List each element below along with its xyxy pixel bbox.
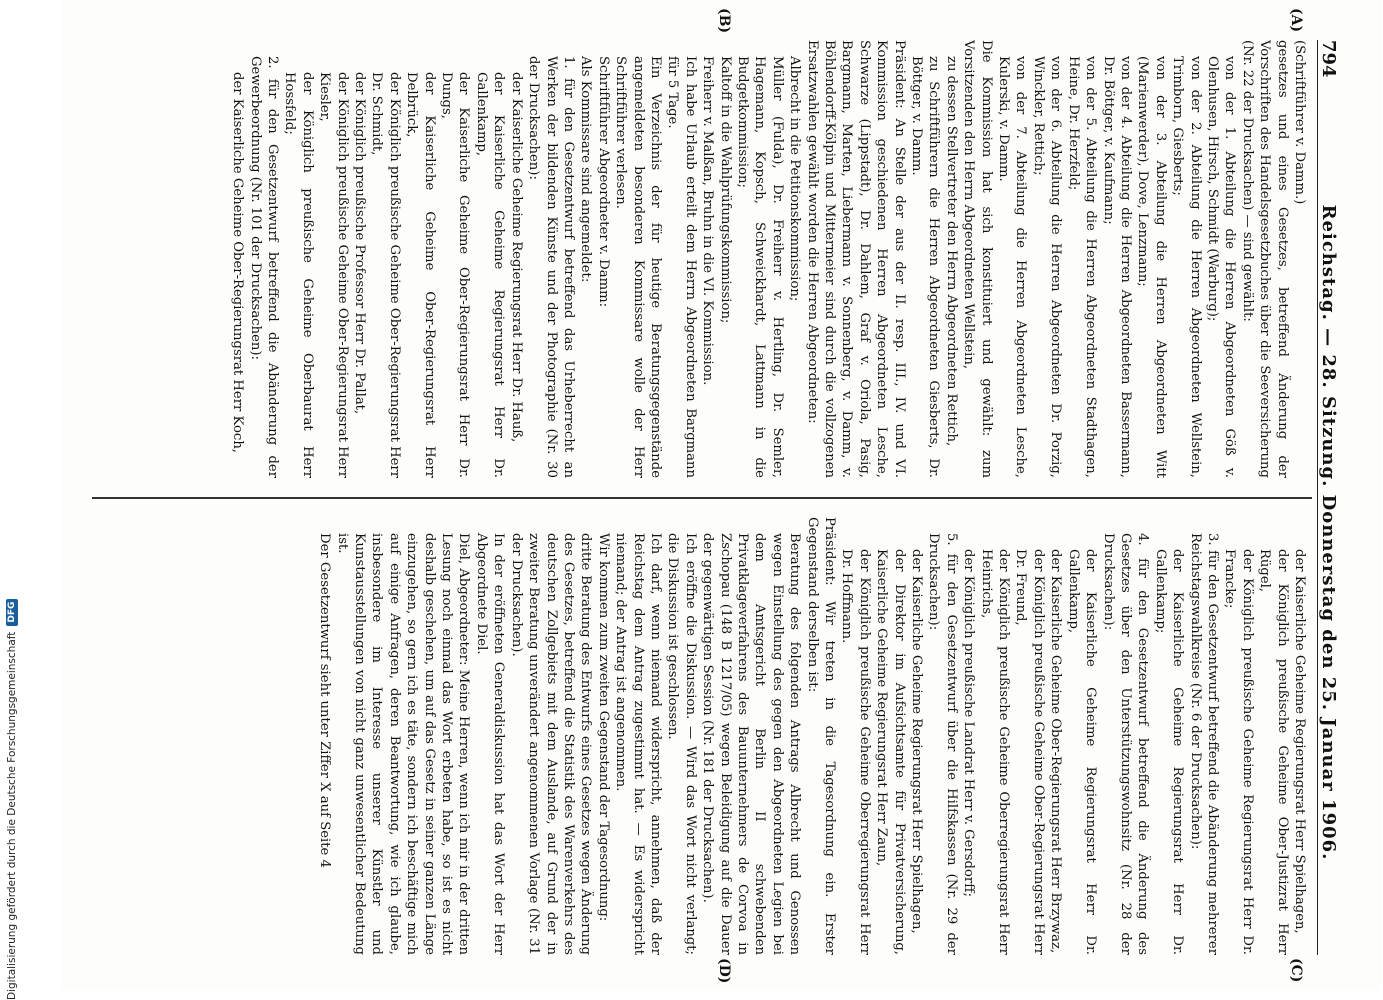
paragraph: der Kaiserliche Geheime Ober-Regierungsrat Herr Delbrück, bbox=[404, 72, 437, 478]
paragraph: Der Gesetzentwurf sieht unter Ziffer X auf Seite 4 bbox=[317, 533, 333, 868]
paragraph: dritte Beratung des Entwurfs eines Gesetzes wegen Änderung des Gesetzes, betreffend die Statistik des Warenverkehrs des deutschen Zollgebiets mit dem Auslande, auf Grund der in zweiter Beratung unverändert angenommenen Vorlage (Nr. 31 der Drucksachen). bbox=[508, 533, 594, 955]
left-column bbox=[229, 40, 1308, 478]
paragraph: Ich eröffne die Diskussion. — Wird das Wort nicht verlangt; die Diskussion ist geschlossen. bbox=[665, 533, 698, 955]
paragraph: Präsident: An Stelle der aus der II. resp. III., IV. und VI. Kommission geschiedenen Herren Abgeordneten Lesche, Schwarze (Lippstadt), Dr. Dahlem, Graf v. Oriola, Pasig, Bargmann, Marten, Liebermann v. Sonnenberg, v. Damm, v. Böhlendorff-Kölpin und Mittermeier sind durch die vollzogenen Ersatzwahlen gewählt worden die Herren Abgeordneten: bbox=[804, 40, 907, 478]
paragraph: Ich habe Urlaub erteilt dem Herrn Abgeordneten Bargmann für 5 Tage. bbox=[665, 56, 698, 478]
paragraph: der Königlich preußische Landrat Herr v. Gersdorff; bbox=[961, 549, 977, 898]
paragraph: gesetzes und eines Gesetzes, betreffend Änderung der Vorschriften des Handelsgesetzbuches über die Seeversicherung (Nr. 22 der Drucksachen) — sind gewählt: bbox=[1239, 40, 1290, 478]
paragraph: der Kaiserliche Geheime Ober-Regierungsrat Herr Koch, bbox=[230, 72, 246, 454]
paragraph: der Direktor im Aufsichtsamte für Privatversicherung, Kaiserliche Geheime Regierungsrat Herr Zaun, bbox=[874, 549, 907, 955]
paragraph: Die Kommission hat sich konstituiert und gewählt: zum Vorsitzenden den Herrn Abgeordneten Wellstein, bbox=[961, 40, 994, 478]
paragraph: der Königlich preußische Geheime Ober-Justizrat Herr Rügel, bbox=[1257, 549, 1290, 955]
margin-marker-b: (B) bbox=[716, 8, 732, 34]
margin-marker-a: (A) bbox=[1288, 8, 1304, 33]
paragraph: von der 7. Abteilung die Herren Abgeordneten Lesche, Kulerski, v. Damm. bbox=[996, 56, 1029, 478]
paragraph: zu dessen Stellvertreter den Herrn Abgeordneten Rettich, bbox=[943, 56, 959, 447]
paragraph: von der 6. Abteilung die Herren Abgeordneten Dr. Porzig, Winckler, Rettich; bbox=[1030, 56, 1064, 478]
paragraph: von der 4. Abteilung die Herren Abgeordneten Bassermann, Dr. Böttger, v. Kaufmann; bbox=[1100, 56, 1133, 478]
paragraph: von der 3. Abteilung die Herren Abgeordneten Witt (Marienwerder), Dove, Lenzmann; bbox=[1135, 56, 1168, 478]
paragraph: der Königlich preußische Geheime Oberbaurat Herr Hossfeld; bbox=[282, 72, 315, 478]
paragraph: der Kaiserliche Geheime Ober-Regierungsrat Herr Dr. Dungs, bbox=[439, 72, 472, 478]
paragraph: Freiherr v. Malßan, Bruhn in die VI. Kommission. bbox=[700, 56, 716, 386]
paragraph: der Königlich preußische Geheime Oberregierungsrat Herr Dr. Hoffmann. bbox=[839, 549, 872, 955]
paragraph: Ich darf, wenn niemand widerspricht, annehmen, daß der Reichstag dem Antrag zugestimmt hat. — Es widerspricht niemand; der Antrag ist angenommen. bbox=[613, 533, 663, 955]
page-number: 794 bbox=[1318, 40, 1339, 78]
paragraph: der Kaiserliche Geheime Regierungsrat Herr Spielhagen, bbox=[1292, 549, 1307, 934]
attribution-text: Digitalisierung gefördert durch die Deutsche Forschungsgemeinschaft bbox=[6, 631, 18, 1000]
paragraph: der Kaiserliche Geheime Regierungsrat Herr Dr. Gallenkamp, bbox=[473, 72, 507, 478]
paragraph: 1. für den Gesetzentwurf betreffend das Urheberrecht an Werken der bildenden Künste und der Photographie (Nr. 30 der Drucksachen): bbox=[526, 56, 576, 478]
paragraph: 4. für den Gesetzentwurf betreffend die Änderung des Gesetzes über den Unterstützungswohnsitz (Nr. 28 der Drucksachen): bbox=[1100, 533, 1151, 955]
digitization-credit bbox=[2, 0, 22, 1000]
paragraph: der Königlich preußische Geheime Ober-Regierungsrat Herr Kiesler, bbox=[317, 72, 350, 478]
paragraph: Beratung des folgenden Antrags Albrecht und Genossen wegen Einstellung des gegen den Abgeordneten Legien bei dem Amtsgericht Berlin II schwebenden Privatklageverfahrens des Bauunternehmers de Corvoa in Zschopau (148 B 1217/05) wegen Beleidigung auf die Dauer der gegenwärtigen Session (Nr. 181 der Drucksachen). bbox=[700, 533, 803, 955]
paragraph: der Kaiserliche Geheime Ober-Regierungsrat Herr Brzywaz, bbox=[1048, 549, 1064, 954]
paragraph: Als Kommissare sind angemeldet: bbox=[578, 56, 594, 283]
paragraph: 2. für den Gesetzentwurf betreffend die Abänderung der Gewerbeordnung (Nr. 101 der Drucksachen): bbox=[247, 56, 281, 478]
column-divider bbox=[92, 497, 1312, 499]
paragraph: von der 1. Abteilung die Herren Abgeordneten Göß v. Olenhusen, Hirsch, Schmidt (Warburg); bbox=[1204, 56, 1238, 478]
paragraph: der Kaiserliche Geheime Regierungsrat Herr Dr. Hauß, bbox=[508, 72, 524, 443]
paragraph: der Königlich preußische Geheime Ober-Regierungsrat Herr Dr. Freund, bbox=[1013, 549, 1046, 955]
paragraph: der Kaiserliche Geheime Regierungsrat Herr Dr. Gallenkamp; bbox=[1152, 549, 1186, 955]
paragraph: zu Schriftführern die Herren Abgeordneten Giesberts, Dr. Böttger, v. Damm. bbox=[909, 56, 942, 478]
paragraph: von der 5. Abteilung die Herren Abgeordneten Stadthagen, Heine, Dr. Herzfeld; bbox=[1065, 56, 1099, 478]
paragraph: von der 2. Abteilung die Herren Abgeordneten Wellstein, Trimborn, Giesberts; bbox=[1170, 56, 1203, 478]
paragraph: der Königlich preußische Geheime Ober-Regierungsrat Herr Dr. Schmidt, bbox=[369, 72, 402, 478]
paragraph: der Königlich preußische Geheime Regierungsrat Herr Dr. Francke; bbox=[1222, 549, 1255, 955]
scanned-page bbox=[62, 0, 1382, 990]
paragraph: Ein Verzeichnis der für heutige Beratungsgegenstände angemeldeten besonderen Kommissare wolle der Herr Schriftführer verlesen. bbox=[613, 56, 663, 478]
paragraph: Kaltoff in die Wahlprüfungskommission; bbox=[717, 56, 733, 324]
paragraph: der Königlich preußische Geheime Oberregierungsrat Herr Heinrichs, bbox=[978, 549, 1012, 955]
running-title: Reichstag. — 28. Sitzung. Donnerstag den 25. Januar 1906. bbox=[1318, 204, 1339, 861]
paragraph: In der eröffneten Generaldiskussion hat das Wort der Herr Abgeordnete Diel. bbox=[473, 533, 507, 955]
dfg-logo: DFG bbox=[6, 599, 18, 626]
paragraph: 5. für den Gesetzentwurf über die Hilfskassen (Nr. 29 der Drucksachen): bbox=[926, 533, 959, 955]
margin-marker-d: (D) bbox=[716, 958, 732, 984]
paragraph: 3. für den Gesetzentwurf betreffend die Abänderung mehrerer Reichstagswahlkreise (Nr. 6 der Drucksachen): bbox=[1187, 533, 1220, 955]
paragraph: (Schriftführer v. Damm.) bbox=[1292, 40, 1307, 205]
paragraph: Diel, Abgeordneter: Meine Herren, wenn ich mir in der dritten Lesung noch einmal das Wort erbeten habe, so ist es nicht deshalb geschehen, um auf das Gesetz in seiner ganzen Länge einzugehen, so gern ich es täte, sondern ich beschäftige mich auf einige Anfragen, deren Beantwortung, wie ich glaube, insbesondere im Interesse unserer Künstler und Kunstausstellungen von nicht ganz unwesentlicher Bedeutung ist. bbox=[334, 533, 472, 955]
paragraph: Albrecht in die Petitionskommission; bbox=[787, 56, 803, 302]
paragraph: der Kaiserliche Geheime Regierungsrat Herr Spielhagen, bbox=[909, 549, 925, 934]
page-header bbox=[1317, 40, 1352, 955]
paragraph: Präsident: Wir treten in die Tagesordnung ein. Erster Gegenstand derselben ist: bbox=[804, 517, 838, 955]
right-column bbox=[316, 517, 1308, 955]
paragraph: der Kaiserliche Geheime Regierungsrat Herr Dr. Gallenkamp, bbox=[1065, 549, 1099, 955]
margin-marker-c: (C) bbox=[1288, 958, 1304, 983]
paragraph: Müller (Fulda), Dr. Freiherr v. Hertling, Dr. Semler, Hagemann, Kopsch, Schweickhardt, Lattmann in die Budgetkommission; bbox=[735, 56, 785, 478]
paragraph: Wir kommen zum zweiten Gegenstand der Tagesordnung: bbox=[595, 533, 611, 922]
paragraph: Schriftführer Abgeordneter v. Damm: bbox=[595, 56, 611, 308]
paragraph: der Königlich preußische Professor Herr Dr. Pallat, bbox=[352, 72, 368, 415]
